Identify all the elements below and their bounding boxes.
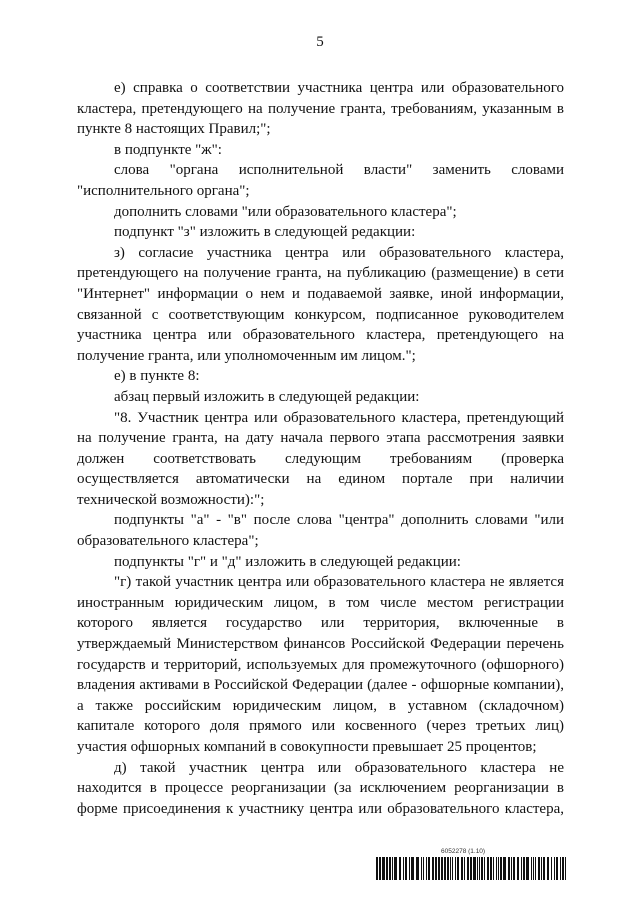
- paragraph-subitem-z-intro: подпункт "з" изложить в следующей редакции:: [114, 224, 416, 241]
- footer-stamp: [376, 848, 566, 880]
- page-number: 5: [316, 34, 324, 50]
- paragraph-subitem-g-text: "г) такой участник центра или образовательного кластера не является иностранным юридическим лицом, в том числе местом регистрации которого является государство или территория, включенные в утверждаемый Министерством финансов Российской Федерации перечень государств и территорий, используемых для промежуточного (офшорного) владения активами в Российской Федерации (далее - офшорные компании), а также российским юридическим лицом, в уставном (складочном) капитале которого доля прямого или косвенного (через третьих лиц) участия офшорных компаний в совокупности превышает 25 процентов;: [77, 574, 564, 755]
- paragraph-subitem-d-text: д) такой участник центра или образовательного кластера не находится в процессе реорганизации (за исключением реорганизации в форме присоединения к участнику центра или образовательного кластера,: [77, 759, 564, 817]
- paragraph-add-words: дополнить словами "или образовательного кластера";: [114, 203, 457, 220]
- paragraph-in-subitem-zh: в подпункте "ж":: [114, 141, 222, 158]
- paragraph-subitem-e-certificate: е) справка о соответствии участника центра или образовательного кластера, претендующего на получение гранта, требованиям, указанным в пункте 8 настоящих Правил;";: [77, 80, 564, 138]
- paragraph-in-point-8: е) в пункте 8:: [114, 368, 200, 385]
- paragraph-point-8-text: "8. Участник центра или образовательного кластера, претендующий на получение гранта, на дату начала первого этапа рассмотрения заявки должен соответствовать следующим требованиям (проверка осуществляется автоматически на едином портале при наличии технической возможности):";: [77, 409, 564, 508]
- paragraph-subitems-a-v: подпункты "а" - "в" после слова "центра" дополнить словами "или образовательного кластера";: [77, 512, 564, 550]
- paragraph-subitem-z-text: з) согласие участника центра или образовательного кластера, претендующего на получение гранта, на публикацию (размещение) в сети "Интернет" информации о нем и подаваемой заявке, иной информации, связанной с соответствующим конкурсом, подписанное руководителем участника центра или образовательного кластера, претендующего на получение гранта, или уполномоченным им лицом.";: [77, 244, 564, 364]
- paragraph-first-abzac: абзац первый изложить в следующей редакции:: [114, 388, 420, 405]
- paragraph-replace-words: слова "органа исполнительной власти" заменить словами "исполнительного органа";: [77, 162, 564, 199]
- document-code: 6052278 (1.10): [441, 848, 486, 855]
- paragraph-subitems-g-d-intro: подпункты "г" и "д" изложить в следующей редакции:: [114, 553, 461, 570]
- barcode-image: [376, 857, 566, 880]
- document-body: [77, 78, 564, 819]
